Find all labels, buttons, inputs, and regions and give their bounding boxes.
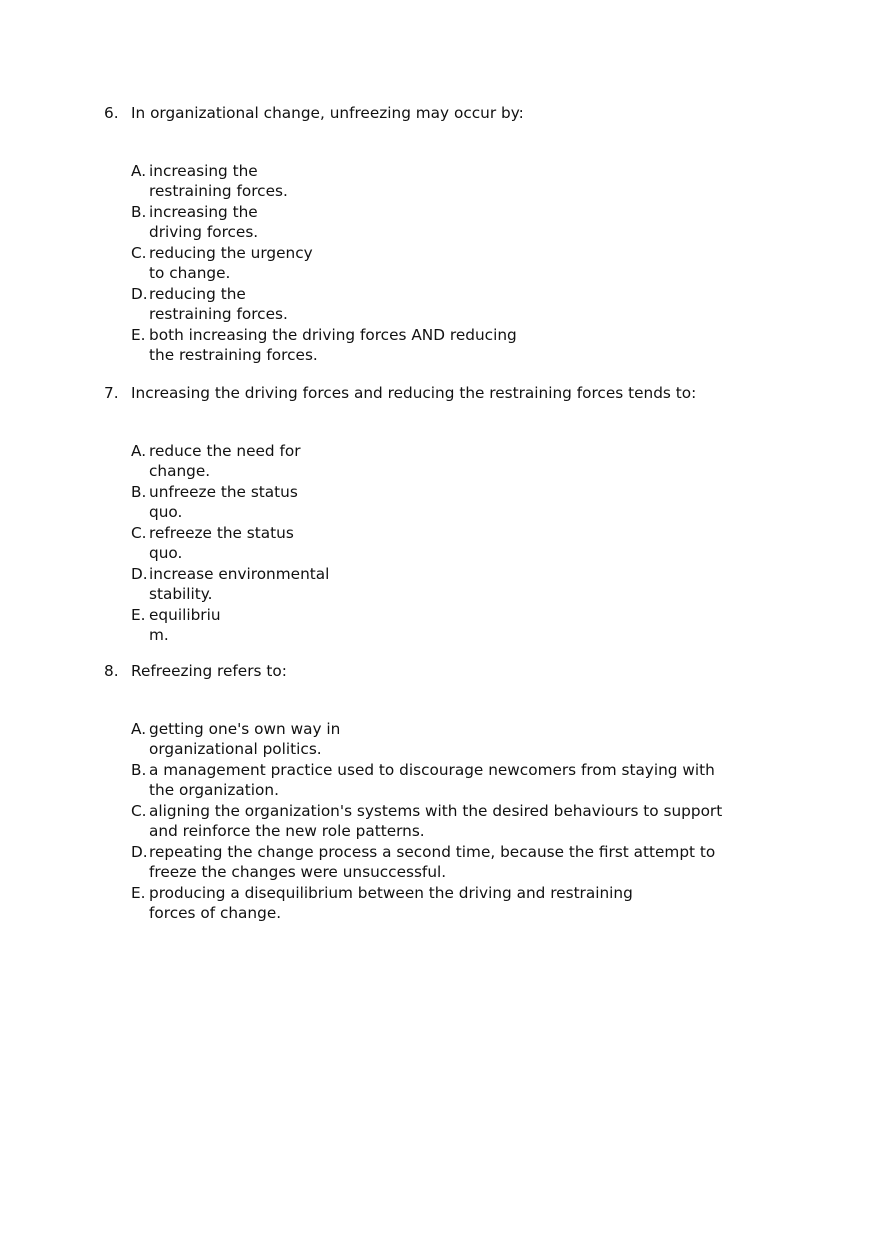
choice-letter: B. bbox=[131, 203, 147, 221]
choice-text: reduce the need for change. bbox=[149, 442, 301, 480]
choice-c bbox=[131, 801, 804, 841]
choice-text: increase environmental stability. bbox=[149, 565, 330, 603]
answer-choices bbox=[131, 441, 804, 645]
choice-d bbox=[131, 284, 804, 324]
choice-text: a management practice used to discourage newcomers from staying with the organization. bbox=[149, 761, 715, 799]
choice-letter: C. bbox=[131, 802, 147, 820]
choice-letter: D. bbox=[131, 565, 148, 583]
answer-choices bbox=[131, 719, 804, 923]
choice-d bbox=[131, 842, 804, 882]
choice-e bbox=[131, 325, 804, 365]
choice-b bbox=[131, 202, 804, 242]
question-text: In organizational change, unfreezing may occur by: bbox=[131, 104, 524, 122]
choice-text: increasing the restraining forces. bbox=[149, 162, 288, 200]
question-number: 6. bbox=[104, 104, 119, 122]
choice-e bbox=[131, 605, 804, 645]
choice-letter: C. bbox=[131, 244, 147, 262]
question-7 bbox=[104, 383, 804, 646]
choice-text: equilibrium. bbox=[149, 606, 221, 644]
choice-text: both increasing the driving forces AND reducing the restraining forces. bbox=[149, 326, 517, 364]
choice-text: repeating the change process a second time, because the first attempt to freeze the changes were unsuccessful. bbox=[149, 843, 716, 881]
question-stem bbox=[104, 103, 804, 123]
choice-b bbox=[131, 482, 804, 522]
choice-a bbox=[131, 161, 804, 201]
question-number: 8. bbox=[104, 662, 119, 680]
choice-letter: A. bbox=[131, 162, 147, 180]
question-text: Refreezing refers to: bbox=[131, 662, 287, 680]
choice-letter: A. bbox=[131, 720, 147, 738]
choice-letter: E. bbox=[131, 326, 146, 344]
choice-letter: D. bbox=[131, 285, 148, 303]
choice-a bbox=[131, 441, 804, 481]
choice-text: getting one's own way in organizational politics. bbox=[149, 720, 341, 758]
choice-c bbox=[131, 523, 804, 563]
choice-letter: C. bbox=[131, 524, 147, 542]
choice-text: aligning the organization's systems with the desired behaviours to support and reinforce the new role patterns. bbox=[149, 802, 723, 840]
choice-text: producing a disequilibrium between the driving and restraining forces of change. bbox=[149, 884, 633, 922]
choice-letter: D. bbox=[131, 843, 148, 861]
question-stem bbox=[104, 661, 804, 681]
choice-letter: E. bbox=[131, 884, 146, 902]
question-number: 7. bbox=[104, 384, 119, 402]
question-6 bbox=[104, 103, 804, 366]
choice-text: refreeze the status quo. bbox=[149, 524, 294, 562]
choice-text: unfreeze the status quo. bbox=[149, 483, 298, 521]
choice-b bbox=[131, 760, 804, 800]
choice-text: reducing the restraining forces. bbox=[149, 285, 288, 323]
choice-letter: B. bbox=[131, 483, 147, 501]
question-text: Increasing the driving forces and reducing the restraining forces tends to: bbox=[131, 384, 697, 402]
choice-c bbox=[131, 243, 804, 283]
choice-d bbox=[131, 564, 804, 604]
choice-letter: E. bbox=[131, 606, 146, 624]
choice-a bbox=[131, 719, 804, 759]
choice-letter: A. bbox=[131, 442, 147, 460]
choice-text: reducing the urgency to change. bbox=[149, 244, 313, 282]
choice-e bbox=[131, 883, 804, 923]
question-stem bbox=[104, 383, 804, 403]
question-8 bbox=[104, 661, 804, 924]
answer-choices bbox=[131, 161, 804, 365]
choice-letter: B. bbox=[131, 761, 147, 779]
choice-text: increasing the driving forces. bbox=[149, 203, 259, 241]
